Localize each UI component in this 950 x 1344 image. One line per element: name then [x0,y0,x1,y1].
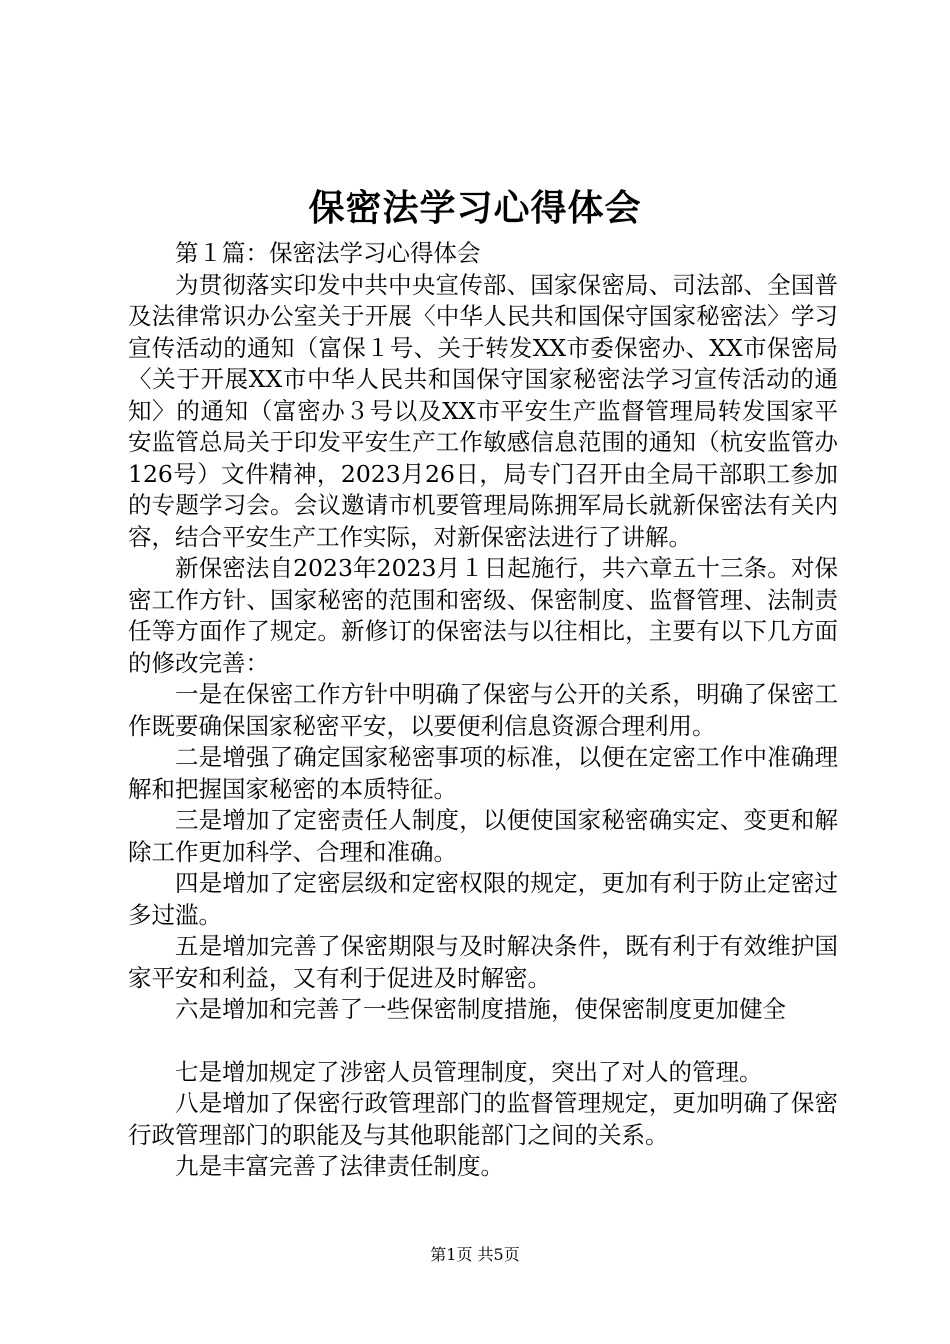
paragraph-point-5: 五是增加完善了保密期限与及时解决条件，既有利于有效维护国家平安和利益，又有利于促进及时解密。 [128,932,838,992]
paragraph-point-2: 二是增强了确定国家秘密事项的标准，以便在定密工作中准确理解和把握国家秘密的本质特征。 [128,743,838,803]
paragraph-point-9: 九是丰富完善了法律责任制度。 [175,1152,504,1180]
paragraph-point-1: 一是在保密工作方针中明确了保密与公开的关系，明确了保密工作既要确保国家秘密平安，以要便利信息资源合理利用。 [128,680,838,740]
paragraph-intro: 为贯彻落实印发中共中央宣传部、国家保密局、司法部、全国普及法律常识办公室关于开展〈中华人民共和国保守国家秘密法〉学习宣传活动的通知（富保１号、关于转发XX市委保密办、XX市保密局〈关于开展XX市中华人民共和国保守国家秘密法学习宣传活动的通知〉的通知（富密办３号以及XX市平安生产监督管理局转发国家平安监管总局关于印发平安生产工作敏感信息范围的通知（杭安监管办126号）文件精神，2023月26日，局专门召开由全局干部职工参加的专题学习会。会议邀请市机要管理局陈拥军局长就新保密法有关内容，结合平安生产工作实际，对新保密法进行了讲解。 [128,270,838,551]
paragraph-point-7: 七是增加规定了涉密人员管理制度，突出了对人的管理。 [175,1057,763,1086]
paragraph-point-4: 四是增加了定密层级和定密权限的规定，更加有利于防止定密过多过滥。 [128,869,838,929]
section-heading: 第１篇：保密法学习心得体会 [175,239,481,267]
paragraph-overview: 新保密法自2023年2023月１日起施行，共六章五十三条。对保密工作方针、国家秘密的范围和密级、保密制度、监督管理、法制责任等方面作了规定。新修订的保密法与以往相比，主要有以下几方面的修改完善： [128,554,838,677]
paragraph-point-3: 三是增加了定密责任人制度，以便使国家秘密确实定、变更和解除工作更加科学、合理和准确。 [128,806,838,866]
paragraph-point-6: 六是增加和完善了一些保密制度措施，使保密制度更加健全 [175,995,786,1023]
page-title: 保密法学习心得体会 [308,187,642,229]
document-body [128,238,838,1183]
paragraph-point-8: 八是增加了保密行政管理部门的监督管理规定，更加明确了保密行政管理部门的职能及与其他职能部门之间的关系。 [128,1089,838,1149]
page-footer: 第1页 共5页 [430,1245,520,1264]
